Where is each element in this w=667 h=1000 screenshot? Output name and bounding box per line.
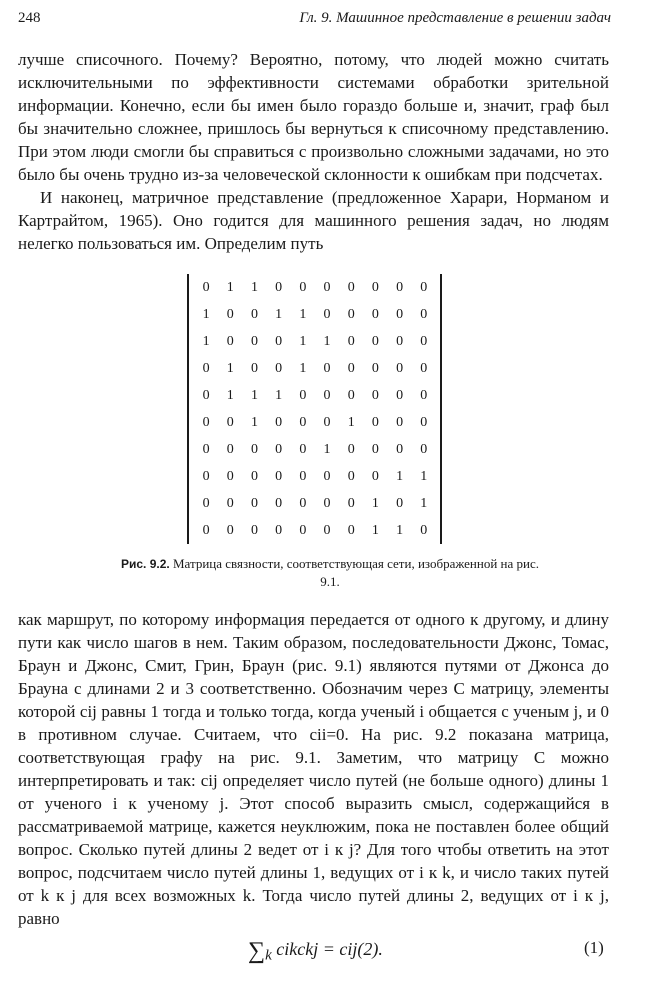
matrix-row bbox=[189, 355, 440, 382]
matrix-cell: 0 bbox=[250, 522, 258, 538]
matrix-cell: 0 bbox=[250, 333, 258, 349]
page-number: 248 bbox=[18, 10, 41, 26]
matrix-cell: 0 bbox=[347, 333, 355, 349]
matrix-row bbox=[189, 301, 440, 328]
matrix-cell: 0 bbox=[202, 414, 210, 430]
matrix-cell: 0 bbox=[202, 387, 210, 403]
matrix-cell: 1 bbox=[396, 522, 404, 538]
matrix-cell: 0 bbox=[299, 414, 307, 430]
matrix-cell: 0 bbox=[226, 522, 234, 538]
matrix-cell: 0 bbox=[202, 468, 210, 484]
figure-caption-text: Матрица связности, соответствующая сети, изображенной на рис. 9.1. bbox=[172, 556, 540, 589]
matrix-cell: 0 bbox=[275, 333, 283, 349]
matrix-cell: 0 bbox=[396, 279, 404, 295]
matrix-cell: 0 bbox=[202, 441, 210, 457]
matrix-cell: 0 bbox=[275, 441, 283, 457]
matrix-cell: 0 bbox=[275, 495, 283, 511]
matrix-cell: 0 bbox=[202, 360, 210, 376]
matrix-cell: 1 bbox=[371, 495, 379, 511]
matrix-cell: 0 bbox=[371, 360, 379, 376]
matrix-cell: 0 bbox=[250, 306, 258, 322]
matrix-cell: 1 bbox=[371, 522, 379, 538]
matrix-cell: 1 bbox=[396, 468, 404, 484]
matrix-cell: 0 bbox=[275, 414, 283, 430]
matrix-cell: 0 bbox=[420, 414, 428, 430]
figure-caption bbox=[120, 555, 540, 591]
matrix-cell: 0 bbox=[299, 279, 307, 295]
matrix-row bbox=[189, 436, 440, 463]
matrix-cell: 0 bbox=[371, 441, 379, 457]
matrix-cell: 0 bbox=[347, 360, 355, 376]
matrix-cell: 0 bbox=[396, 360, 404, 376]
matrix-cell: 0 bbox=[323, 468, 331, 484]
matrix-cell: 0 bbox=[420, 522, 428, 538]
matrix-cell: 0 bbox=[202, 522, 210, 538]
matrix-cell: 0 bbox=[299, 495, 307, 511]
matrix-cell: 0 bbox=[347, 468, 355, 484]
matrix-row bbox=[189, 328, 440, 355]
matrix-cell: 0 bbox=[226, 468, 234, 484]
matrix-cell: 0 bbox=[420, 360, 428, 376]
matrix-cell: 0 bbox=[275, 360, 283, 376]
matrix-cell: 1 bbox=[202, 306, 210, 322]
matrix-cell: 0 bbox=[226, 333, 234, 349]
matrix-cell: 1 bbox=[299, 360, 307, 376]
sum-index: k bbox=[265, 947, 272, 964]
matrix-cell: 0 bbox=[323, 360, 331, 376]
matrix-cell: 0 bbox=[371, 468, 379, 484]
connectivity-matrix bbox=[187, 274, 442, 544]
matrix-cell: 0 bbox=[250, 441, 258, 457]
matrix-cell: 0 bbox=[275, 468, 283, 484]
matrix-cell: 0 bbox=[323, 387, 331, 403]
matrix-row bbox=[189, 517, 440, 544]
matrix-cell: 0 bbox=[250, 468, 258, 484]
matrix-cell: 0 bbox=[226, 441, 234, 457]
matrix-cell: 1 bbox=[323, 441, 331, 457]
figure-label: Рис. 9.2. bbox=[120, 557, 170, 571]
formula-body: cikckj = cij(2). bbox=[276, 939, 383, 959]
matrix-cell: 1 bbox=[250, 279, 258, 295]
matrix-cell: 0 bbox=[323, 279, 331, 295]
matrix-cell: 0 bbox=[347, 306, 355, 322]
matrix-cell: 0 bbox=[396, 414, 404, 430]
matrix-cell: 0 bbox=[202, 495, 210, 511]
matrix-cell: 0 bbox=[275, 522, 283, 538]
matrix-cell: 1 bbox=[420, 495, 428, 511]
matrix-row bbox=[189, 463, 440, 490]
page-header bbox=[18, 8, 611, 28]
matrix-cell: 1 bbox=[299, 306, 307, 322]
matrix-cell: 1 bbox=[250, 387, 258, 403]
matrix-cell: 0 bbox=[323, 306, 331, 322]
matrix-cell: 0 bbox=[323, 522, 331, 538]
matrix-cell: 1 bbox=[323, 333, 331, 349]
matrix-row bbox=[189, 382, 440, 409]
matrix-cell: 0 bbox=[347, 495, 355, 511]
matrix-row bbox=[189, 490, 440, 517]
paragraph-2: И наконец, матричное представление (предложенное Харари, Норманом и Картрайтом, 1965). Оно годится для машинного решения задач, но людям нелегко пользоваться им. Определим путь bbox=[18, 188, 609, 253]
sum-symbol: ∑ bbox=[248, 938, 266, 964]
matrix-cell: 0 bbox=[202, 279, 210, 295]
matrix-cell: 0 bbox=[299, 522, 307, 538]
matrix-cell: 0 bbox=[275, 279, 283, 295]
matrix-cell: 1 bbox=[250, 414, 258, 430]
matrix-cell: 0 bbox=[396, 333, 404, 349]
matrix-cell: 0 bbox=[396, 441, 404, 457]
matrix-cell: 0 bbox=[420, 441, 428, 457]
matrix-cell: 0 bbox=[250, 495, 258, 511]
matrix-cell: 0 bbox=[396, 495, 404, 511]
matrix-cell: 0 bbox=[226, 495, 234, 511]
matrix-row bbox=[189, 409, 440, 436]
matrix-cell: 0 bbox=[323, 495, 331, 511]
matrix-cell: 0 bbox=[347, 441, 355, 457]
matrix-cell: 0 bbox=[226, 414, 234, 430]
matrix-cell: 0 bbox=[420, 306, 428, 322]
matrix-cell: 0 bbox=[371, 414, 379, 430]
matrix-cell: 0 bbox=[420, 333, 428, 349]
matrix-cell: 1 bbox=[275, 387, 283, 403]
matrix-cell: 0 bbox=[250, 360, 258, 376]
matrix-cell: 1 bbox=[226, 279, 234, 295]
paragraph-1: лучше списочного. Почему? Вероятно, потому, что людей можно считать исключительными по эффективности системами обработки зрительной информации. Конечно, если бы имен было гораздо больше и, значит, граф был бы значительно сложнее, пришлось бы вернуться к списочному представлению. При этом люди смогли бы справиться с произвольно сложными задачами, но это было бы очень трудно из-за человеческой склонности к ошибкам при подсчетах. bbox=[18, 50, 609, 184]
matrix-cell: 0 bbox=[420, 279, 428, 295]
matrix-cell: 1 bbox=[347, 414, 355, 430]
matrix-cell: 0 bbox=[371, 387, 379, 403]
formula-1 bbox=[248, 938, 383, 965]
matrix-cell: 1 bbox=[275, 306, 283, 322]
matrix-cell: 0 bbox=[371, 306, 379, 322]
equation-number: (1) bbox=[584, 938, 604, 957]
matrix-cell: 0 bbox=[323, 414, 331, 430]
matrix-cell: 1 bbox=[420, 468, 428, 484]
matrix-cell: 0 bbox=[299, 468, 307, 484]
matrix-cell: 1 bbox=[202, 333, 210, 349]
matrix-cell: 0 bbox=[299, 387, 307, 403]
running-title: Гл. 9. Машинное представление в решении задач bbox=[299, 10, 611, 26]
paragraph-3: как маршрут, по которому информация передается от одного к другому, и длину пути как число шагов в нем. Таким образом, последовательности Джонс, Томас, Браун и Джонс, Смит, Грин, Браун (рис. 9.1) являются путями от Джонса до Брауна с длинами 2 и 3 соответственно. Обозначим через C матрицу, элементы которой cij равны 1 тогда и только тогда, когда ученый i общается с ученым j, и 0 в противном случае. Считаем, что cii=0. На рис. 9.2 показана матрица, соответствующая графу на рис. 9.1. Заметим, что матрицу C можно интерпретировать и так: cij определяет число путей (не больше одного) длины 1 от ученого i к ученому j. Этот способ выразить смысл, содержащийся в рассматриваемой матрице, кажется неуклюжим, пока не поставлен более общий вопрос. Сколько путей длины 2 ведет от i к j? Для того чтобы ответить на этот вопрос, подсчитаем число путей длины 1, ведущих от i к k, и число таких путей от k к j для всех возможных k. Тогда число путей длины 2, ведущих от i к j, равно bbox=[18, 610, 609, 928]
matrix-cell: 0 bbox=[396, 387, 404, 403]
matrix-cell: 0 bbox=[371, 279, 379, 295]
matrix-cell: 0 bbox=[396, 306, 404, 322]
matrix-cell: 1 bbox=[226, 360, 234, 376]
matrix-cell: 0 bbox=[420, 387, 428, 403]
matrix-cell: 0 bbox=[347, 279, 355, 295]
matrix-cell: 1 bbox=[299, 333, 307, 349]
matrix-cell: 0 bbox=[347, 522, 355, 538]
matrix-cell: 1 bbox=[226, 387, 234, 403]
matrix-cell: 0 bbox=[299, 441, 307, 457]
matrix-row bbox=[189, 274, 440, 301]
matrix-cell: 0 bbox=[226, 306, 234, 322]
matrix-cell: 0 bbox=[347, 387, 355, 403]
matrix-cell: 0 bbox=[371, 333, 379, 349]
